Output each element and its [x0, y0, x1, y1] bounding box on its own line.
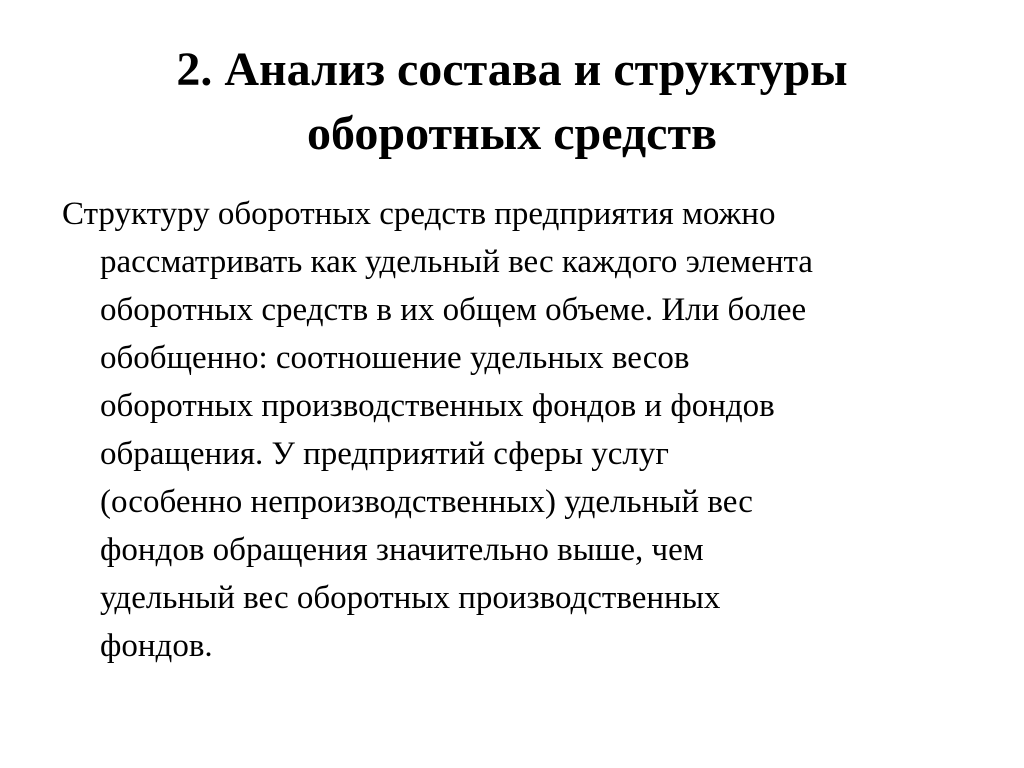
slide-title-line-1: 2. Анализ состава и структуры	[176, 43, 848, 96]
body-line-3: оборотных средств в их общем объеме. Или более	[100, 292, 807, 328]
body-line-1: Структуру оборотных средств предприятия можно	[62, 196, 776, 232]
body-line-2: рассматривать как удельный вес каждого элемента	[100, 244, 813, 280]
body-line-9: удельный вес оборотных производственных	[100, 580, 721, 616]
slide-title-line-2: оборотных средств	[307, 107, 717, 160]
body-line-4: обобщенно: соотношение удельных весов	[100, 340, 690, 376]
body-line-5: оборотных производственных фондов и фондов	[100, 388, 775, 424]
body-line-7: (особенно непроизводственных) удельный вес	[100, 484, 753, 520]
slide-body-paragraph	[62, 190, 962, 670]
body-line-10: фондов.	[100, 628, 213, 664]
body-line-6: обращения. У предприятий сферы услуг	[100, 436, 669, 472]
slide-title	[60, 38, 964, 166]
body-line-8: фондов обращения значительно выше, чем	[100, 532, 704, 568]
